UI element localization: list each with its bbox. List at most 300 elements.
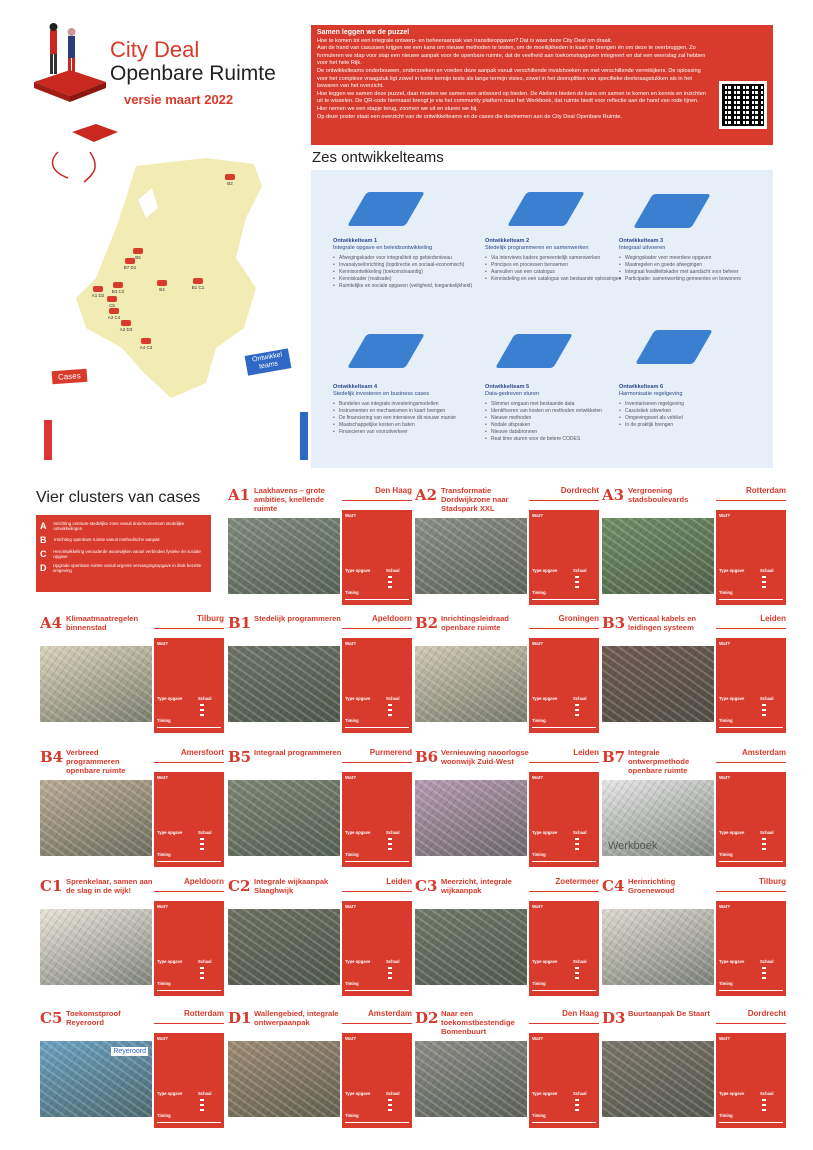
- case-card-b1[interactable]: [228, 614, 414, 736]
- timing-label: Timing: [532, 1113, 546, 1118]
- case-photo: [228, 1041, 340, 1117]
- map-pin[interactable]: [115, 258, 145, 270]
- timing-label: Timing: [345, 852, 359, 857]
- scale-dots: [575, 967, 579, 981]
- team-bullet: • Invanalyse/inrichting (topdirectie en sociaal-economisch): [333, 262, 473, 269]
- case-card-d1[interactable]: [228, 1009, 414, 1131]
- pin-label: A1 D2: [91, 293, 105, 298]
- case-divider: [716, 1023, 786, 1024]
- wat-label: Wat?: [719, 1036, 731, 1041]
- pin-label: B3 C2: [111, 289, 125, 294]
- case-code: B4: [40, 748, 64, 766]
- map-pin[interactable]: [183, 278, 213, 290]
- pin-label: A3 C4: [107, 315, 121, 320]
- case-card-c4[interactable]: [602, 877, 788, 999]
- scale-dots: [762, 1099, 766, 1113]
- type-label: Type opgave: [157, 959, 183, 964]
- map-pin[interactable]: [215, 174, 245, 186]
- team-bullet: • Kenniskader (realisatie): [333, 276, 473, 283]
- case-photo: [40, 1041, 152, 1117]
- case-photo: [602, 1041, 714, 1117]
- case-name: Herinrichting Groenewoud: [628, 877, 676, 895]
- timing-label: Timing: [719, 590, 733, 595]
- timing-label: Timing: [532, 981, 546, 986]
- team-bullet: • Participatie: samenwerking gemeentes en bewoners: [619, 276, 759, 283]
- case-city: Groningen: [558, 614, 599, 623]
- werkboek-label: Werkboek: [608, 840, 658, 852]
- case-divider: [342, 762, 412, 763]
- case-city: Tilburg: [197, 614, 224, 623]
- pin-label: C5: [109, 303, 115, 308]
- case-city: Amersfoort: [180, 748, 224, 757]
- schaal-label: Schaal: [573, 568, 587, 573]
- type-label: Type opgave: [532, 830, 558, 835]
- wat-label: Wat?: [345, 641, 357, 646]
- wat-label: Wat?: [719, 775, 731, 780]
- schaal-label: Schaal: [573, 696, 587, 701]
- type-label: Type opgave: [157, 830, 183, 835]
- team-illustration: [495, 334, 573, 368]
- team-subtitle: Integrale opgave en beleidsontwikkeling: [333, 245, 433, 251]
- schaal-label: Schaal: [760, 1091, 774, 1096]
- legend-row: [40, 561, 207, 575]
- wat-label: Wat?: [345, 775, 357, 780]
- case-info-card: [529, 772, 599, 867]
- wat-label: Wat?: [157, 1036, 169, 1041]
- team-subtitle: Harmonisatie regelgeving: [619, 391, 683, 397]
- case-name: Vergroening stadsboulevards: [628, 486, 689, 504]
- case-info-card: [529, 638, 599, 733]
- timing-bar: [719, 861, 783, 862]
- wat-label: Wat?: [532, 1036, 544, 1041]
- case-city: Dordrecht: [560, 486, 599, 495]
- case-divider: [716, 628, 786, 629]
- intro-paragraph: Hoe te komen tot een integrale ontwerp- en beheeraanpak van transitieopgaven? Dat is waar deze City Deal om draait.: [317, 37, 613, 44]
- type-label: Type opgave: [157, 696, 183, 701]
- team-bullet: • Financieren van vooruitverkeer: [333, 429, 473, 436]
- case-card-b7[interactable]: [602, 748, 788, 870]
- case-card-b2[interactable]: [415, 614, 601, 736]
- scale-dots: [762, 576, 766, 590]
- case-city: Dordrecht: [747, 1009, 786, 1018]
- case-city: Amsterdam: [741, 748, 786, 757]
- intro-paragraph: Op deze poster staat een overzicht van de ontwikkelteams en de cases die deelnemen aan de City Deal Openbare Ruimte.: [317, 113, 623, 120]
- case-name: Meerzicht, integrale wijkaanpak: [441, 877, 512, 895]
- case-code: B2: [415, 614, 439, 632]
- schaal-label: Schaal: [760, 959, 774, 964]
- scale-dots: [388, 838, 392, 852]
- type-label: Type opgave: [345, 959, 371, 964]
- timing-label: Timing: [345, 590, 359, 595]
- team-bullet: • De financiering van een intensieve dit nieuwe manier: [333, 415, 473, 422]
- case-info-card: [154, 901, 224, 996]
- case-divider: [529, 628, 599, 629]
- team-bullet: • Real time sturen voor de betere CODES: [485, 436, 625, 443]
- pin-label: B7 D1: [123, 265, 137, 270]
- timing-bar: [345, 1122, 409, 1123]
- map-pin[interactable]: [97, 296, 127, 308]
- scale-dots: [762, 838, 766, 852]
- type-label: Type opgave: [532, 1091, 558, 1096]
- pin-label: B5: [135, 255, 141, 260]
- case-city: Apeldoorn: [184, 877, 224, 886]
- timing-bar: [532, 599, 596, 600]
- timing-label: Timing: [532, 590, 546, 595]
- team-subtitle: Stedelijk investeren en business cases: [333, 391, 430, 397]
- team-bullet: • Slimmer omgaan met bestaande data: [485, 401, 625, 408]
- case-card-d3[interactable]: [602, 1009, 788, 1131]
- map-pin[interactable]: [111, 320, 141, 332]
- case-info-card: [716, 638, 786, 733]
- case-card-a4[interactable]: [40, 614, 226, 736]
- timing-label: Timing: [157, 981, 171, 986]
- timing-label: Timing: [345, 1113, 359, 1118]
- team-illustration: [633, 194, 711, 228]
- case-divider: [154, 762, 224, 763]
- case-divider: [154, 1023, 224, 1024]
- scale-dots: [200, 967, 204, 981]
- case-card-a1[interactable]: [228, 486, 414, 608]
- team-bullet: • Ruimtelijke en sociale opgaven (veiligheid, toegankelijkheid): [333, 283, 473, 290]
- wat-label: Wat?: [345, 904, 357, 909]
- type-label: Type opgave: [532, 696, 558, 701]
- pin-label: A2 D3: [119, 327, 133, 332]
- team-bullet: • Aanvullen van een catalogus: [485, 269, 625, 276]
- case-code: B6: [415, 748, 439, 766]
- timing-label: Timing: [719, 718, 733, 723]
- intro-heading: Samen leggen we de puzzel: [317, 29, 410, 36]
- case-name: Verbreed programmeren openbare ruimte: [66, 748, 126, 775]
- wat-label: Wat?: [532, 513, 544, 518]
- team-bullet: • Afwegingskader voor integraliteit op gebiedsniveau: [333, 255, 473, 262]
- case-photo: [40, 646, 152, 722]
- cluster-legend: [36, 515, 211, 592]
- case-info-card: [529, 901, 599, 996]
- wat-label: Wat?: [157, 904, 169, 909]
- legend-row: [40, 533, 207, 547]
- person-figure: [44, 420, 52, 460]
- timing-bar: [532, 727, 596, 728]
- timing-bar: [532, 1122, 596, 1123]
- timing-label: Timing: [345, 718, 359, 723]
- scale-dots: [200, 704, 204, 718]
- case-info-card: [342, 638, 412, 733]
- scale-dots: [388, 576, 392, 590]
- scale-dots: [762, 704, 766, 718]
- case-name: Integrale wijkaanpak Slaaghwijk: [254, 877, 329, 895]
- scale-dots: [575, 576, 579, 590]
- scale-dots: [575, 838, 579, 852]
- schaal-label: Schaal: [573, 830, 587, 835]
- case-photo: [228, 780, 340, 856]
- team-illustration: [347, 334, 425, 368]
- schaal-label: Schaal: [760, 568, 774, 573]
- case-photo: [415, 646, 527, 722]
- schaal-label: Schaal: [386, 1091, 400, 1096]
- map-pin[interactable]: [99, 308, 129, 320]
- case-card-b3[interactable]: [602, 614, 788, 736]
- team-subtitle: Integraal uitvoeren: [619, 245, 666, 251]
- team-bullet: • Maatregelen en goede afwegingen: [619, 262, 759, 269]
- case-code: B3: [602, 614, 626, 632]
- case-name: Stedelijk programmeren: [254, 614, 341, 623]
- timing-bar: [532, 861, 596, 862]
- case-info-card: [716, 901, 786, 996]
- team-title: Ontwikkelteam 2: [485, 238, 530, 244]
- reyeroord-label: Reyeroord: [113, 1048, 146, 1055]
- team-bullet: • Inventariseren regelgeving: [619, 401, 759, 408]
- case-divider: [529, 500, 599, 501]
- team-bullet: • Integraal kwaliteitskader met aandacht voor beheer: [619, 269, 759, 276]
- case-code: C1: [40, 877, 63, 895]
- case-name: Toekomstproof Reyeroord: [66, 1009, 121, 1027]
- timing-label: Timing: [157, 1113, 171, 1118]
- scale-dots: [200, 1099, 204, 1113]
- case-card-b6[interactable]: [415, 748, 601, 870]
- case-code: C2: [228, 877, 251, 895]
- case-card-a2[interactable]: [415, 486, 601, 608]
- type-label: Type opgave: [345, 1091, 371, 1096]
- case-card-b4[interactable]: [40, 748, 226, 870]
- wat-label: Wat?: [719, 641, 731, 646]
- case-name: Klimaatmaatregelen binnenstad: [66, 614, 139, 632]
- legend-text: Inrichting centrum-stedelijke zone vanuit druk/momentum stedelijke ontwikkelingen: [53, 520, 185, 531]
- schaal-label: Schaal: [198, 959, 212, 964]
- case-info-card: [154, 638, 224, 733]
- teams-flag: Ontwikkel teams: [245, 348, 292, 375]
- case-code: C3: [415, 877, 438, 895]
- schaal-label: Schaal: [386, 959, 400, 964]
- timing-bar: [345, 861, 409, 862]
- team-bullet: • Maatschappelijke kosten en baten: [333, 422, 473, 429]
- timing-label: Timing: [345, 981, 359, 986]
- type-label: Type opgave: [345, 830, 371, 835]
- case-info-card: [154, 772, 224, 867]
- type-label: Type opgave: [719, 696, 745, 701]
- wat-label: Wat?: [532, 641, 544, 646]
- case-divider: [342, 1023, 412, 1024]
- person-figure: [300, 412, 308, 460]
- legend-text: Herontwikkeling verouderde woonwijken vanuit verbinden fysieke én sociale opgave: [53, 548, 201, 559]
- case-city: Den Haag: [375, 486, 412, 495]
- pin-label: B1 C1: [191, 285, 205, 290]
- team-bullet: • Kennisontwikkeling (toekomstvaardig): [333, 269, 473, 276]
- wat-label: Wat?: [532, 775, 544, 780]
- case-name: Vernieuwing naoorlogse woonwijk Zuid-West: [441, 748, 529, 766]
- team-bullet: • Bundelen van integrale investeringsmodellen: [333, 401, 473, 408]
- case-city: Rotterdam: [745, 486, 786, 495]
- legend-key: A: [40, 521, 47, 531]
- title-line-1: City Deal: [110, 37, 200, 62]
- case-code: D1: [228, 1009, 252, 1027]
- case-code: A4: [40, 614, 63, 632]
- timing-bar: [157, 861, 221, 862]
- case-code: D3: [602, 1009, 626, 1027]
- case-divider: [529, 1023, 599, 1024]
- case-card-a3[interactable]: [602, 486, 788, 608]
- case-card-c3[interactable]: [415, 877, 601, 999]
- team-bullet: • Casuïstiek uitwerken: [619, 408, 759, 415]
- case-name: Inrichtingsleidraad openbare ruimte: [441, 614, 509, 632]
- wat-label: Wat?: [532, 904, 544, 909]
- timing-label: Timing: [532, 718, 546, 723]
- case-info-card: [716, 772, 786, 867]
- case-code: C5: [40, 1009, 63, 1027]
- wat-label: Wat?: [719, 904, 731, 909]
- case-name: Sprenkelaar, samen aan de slag in de wijk!: [66, 877, 153, 895]
- case-photo: [602, 780, 714, 856]
- case-city: Purmerend: [369, 748, 412, 757]
- intro-paragraph: Aan de hand van casussen krijgen we een kans om nieuwe methoden te testen, om de moeilijkheden in kaart te brengen én om deze te overbruggen. Zo formuleren we stap voor stap een nieuwe aanpak voor de openbare ruimte, dat de veelheid aan toekomstopgaven integreert en dat een weerslag zal hebben voor het hele Rijk.: [317, 45, 706, 67]
- case-divider: [342, 500, 412, 501]
- teams-panel: [311, 170, 773, 468]
- case-name: Buurtaanpak De Staart: [628, 1009, 710, 1018]
- schaal-label: Schaal: [760, 696, 774, 701]
- schaal-label: Schaal: [760, 830, 774, 835]
- timing-label: Timing: [157, 718, 171, 723]
- schaal-label: Schaal: [386, 696, 400, 701]
- case-info-card: [342, 510, 412, 605]
- team-4: [333, 384, 473, 436]
- schaal-label: Schaal: [198, 696, 212, 701]
- timing-bar: [719, 727, 783, 728]
- team-illustration: [635, 330, 713, 364]
- team-illustration: [347, 192, 425, 226]
- intro-paragraph: Hoe leggen we samen deze puzzel, daar moeten we samen een antwoord op bieden. De Ateliers bieden de kans om samen te komen en kennis en inzichten uit te wisselen. De QR-code hiernaast brengt je via het community platform naar het Werkboek, dat ruimte biedt voor reflectie aan de hand van rode lijnen. Hier nemen we een stapje terug, zoomen we uit en sturen we bij.: [317, 90, 707, 112]
- case-divider: [716, 891, 786, 892]
- timing-label: Timing: [719, 852, 733, 857]
- team-1: [333, 238, 473, 290]
- schaal-label: Schaal: [386, 568, 400, 573]
- wat-label: Wat?: [345, 513, 357, 518]
- timing-label: Timing: [719, 981, 733, 986]
- legend-key: B: [40, 535, 47, 545]
- type-label: Type opgave: [345, 568, 371, 573]
- scale-dots: [388, 1099, 392, 1113]
- schaal-label: Schaal: [573, 1091, 587, 1096]
- team-bullet: • Identificeren van kosten en methoden ontwikkelen: [485, 408, 625, 415]
- team-bullet: • Instrumenten en mechanismen in kaart brengen: [333, 408, 473, 415]
- team-illustration: [507, 192, 585, 226]
- case-code: B7: [602, 748, 626, 766]
- case-photo: [602, 909, 714, 985]
- legend-key: D: [40, 563, 47, 573]
- team-bullet: • Principes en processen benoemen: [485, 262, 625, 269]
- case-photo: [228, 909, 340, 985]
- type-label: Type opgave: [719, 830, 745, 835]
- wat-label: Wat?: [719, 513, 731, 518]
- legend-row: [40, 547, 207, 561]
- case-info-card: [342, 772, 412, 867]
- legend-row: [40, 519, 207, 533]
- case-code: B1: [228, 614, 252, 632]
- case-card-c1[interactable]: [40, 877, 226, 999]
- intro-panel: [311, 25, 773, 145]
- team-title: Ontwikkelteam 3: [619, 238, 664, 244]
- team-title: Ontwikkelteam 1: [333, 238, 378, 244]
- case-city: Leiden: [573, 748, 599, 757]
- timing-bar: [719, 990, 783, 991]
- case-name: Wallengebied, integrale ontwerpaanpak: [254, 1009, 339, 1027]
- type-label: Type opgave: [719, 959, 745, 964]
- case-card-d2[interactable]: [415, 1009, 601, 1131]
- case-city: Leiden: [386, 877, 412, 886]
- team-title: Ontwikkelteam 4: [333, 384, 378, 390]
- version-label: versie maart 2022: [124, 92, 234, 107]
- map-pin[interactable]: [103, 282, 133, 294]
- case-card-c2[interactable]: [228, 877, 414, 999]
- case-photo: [602, 518, 714, 594]
- timing-bar: [157, 990, 221, 991]
- case-divider: [529, 762, 599, 763]
- case-info-card: [154, 1033, 224, 1128]
- case-divider: [716, 500, 786, 501]
- type-label: Type opgave: [719, 568, 745, 573]
- map-pin[interactable]: [147, 280, 177, 292]
- timing-label: Timing: [532, 852, 546, 857]
- timing-bar: [157, 727, 221, 728]
- case-info-card: [716, 510, 786, 605]
- pin-label: B2: [227, 181, 233, 186]
- intro-paragraph: De ontwikkelteams onderbouwen, onderzoeken en voeden deze aanpak vanuit verschillende invalshoeken en met verschillende verreikijkers. De oplossing voor het complexe vraagstuk ligt zowel in korte termijn tests als lange termijn visies, zowel in het doorsplitten van specifieke deelvraagstukken als in het bewaren van het overzicht.: [317, 67, 701, 90]
- qr-code[interactable]: [719, 81, 767, 129]
- scale-dots: [388, 967, 392, 981]
- timing-label: Timing: [719, 1113, 733, 1118]
- schaal-label: Schaal: [386, 830, 400, 835]
- case-code: D2: [415, 1009, 439, 1027]
- case-name: Integraal programmeren: [254, 748, 342, 757]
- case-photo: [415, 909, 527, 985]
- case-code: C4: [602, 877, 625, 895]
- timing-bar: [719, 599, 783, 600]
- clusters-heading: Vier clusters van cases: [36, 489, 201, 506]
- team-5: [485, 384, 625, 443]
- case-name: Verticaal kabels en leidingen systeem: [628, 614, 696, 632]
- wat-label: Wat?: [157, 775, 169, 780]
- poster-title: [110, 38, 276, 107]
- case-divider: [342, 628, 412, 629]
- legend-text: Inrichting openbare ruimte vanuit methodische aanpak: [54, 537, 160, 543]
- wat-label: Wat?: [345, 1036, 357, 1041]
- timing-bar: [345, 990, 409, 991]
- case-info-card: [342, 1033, 412, 1128]
- case-photo: [415, 1041, 527, 1117]
- case-photo: [40, 909, 152, 985]
- legend-text: Upgrade openbare ruimte vanuit urgente vervangingsopgave in druk bezette omgeving: [52, 562, 202, 573]
- case-city: Zoetermeer: [555, 877, 599, 886]
- case-city: Tilburg: [759, 877, 786, 886]
- type-label: Type opgave: [532, 959, 558, 964]
- case-card-c5[interactable]: [40, 1009, 226, 1131]
- teams-heading: Zes ontwikkelteams: [312, 149, 444, 166]
- case-divider: [342, 891, 412, 892]
- scale-dots: [575, 704, 579, 718]
- scale-dots: [762, 967, 766, 981]
- case-photo: [602, 646, 714, 722]
- case-code: A1: [228, 486, 251, 504]
- case-city: Apeldoorn: [372, 614, 412, 623]
- team-bullet: • Nieuwe methoden: [485, 415, 625, 422]
- timing-label: Timing: [157, 852, 171, 857]
- case-divider: [154, 628, 224, 629]
- case-card-b5[interactable]: [228, 748, 414, 870]
- case-city: Rotterdam: [183, 1009, 224, 1018]
- team-6: [619, 384, 759, 429]
- timing-bar: [532, 990, 596, 991]
- map-pin[interactable]: [131, 338, 161, 350]
- case-city: Den Haag: [562, 1009, 599, 1018]
- case-info-card: [529, 510, 599, 605]
